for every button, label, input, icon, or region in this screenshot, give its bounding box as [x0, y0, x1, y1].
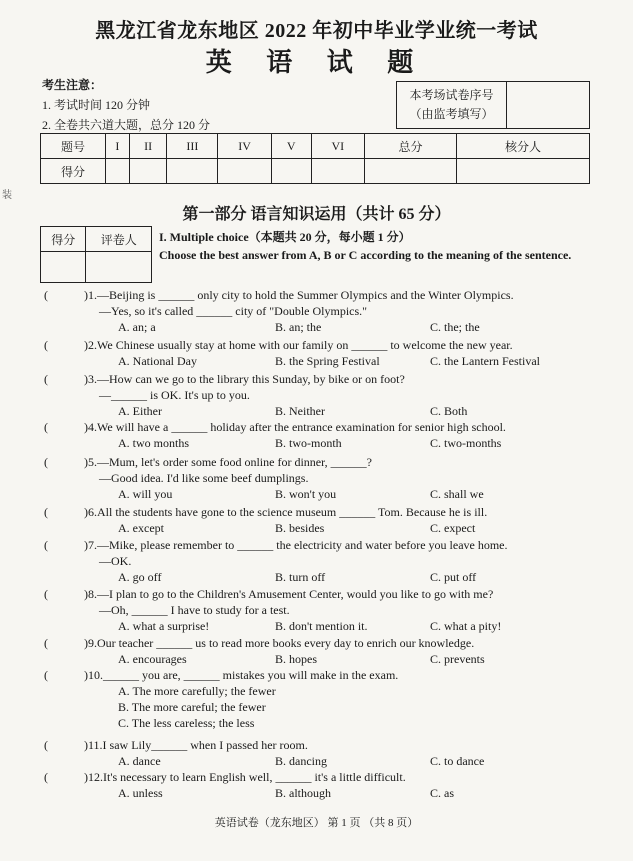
answer-option: C. The less careless; the less	[118, 716, 255, 730]
score-cell[interactable]	[364, 159, 456, 184]
answer-option: C. put off	[430, 570, 477, 584]
question-text: )5.—Mum, let's order some food online for dinner, ______?	[84, 455, 372, 469]
question-text: )2.We Chinese usually stay at home with our family on ______ to welcome the new year.	[84, 338, 513, 352]
score-table	[40, 133, 590, 184]
answer-bracket[interactable]: (	[44, 587, 48, 601]
score-header-cell: III	[167, 134, 218, 159]
seat-number-label	[397, 82, 507, 128]
part1-title: 第一部分 语言知识运用（共计 65 分）	[182, 206, 451, 223]
exam-subtitle: 英 语 试 题	[205, 48, 428, 77]
notice-heading: 考生注意：	[42, 78, 103, 92]
question-text: )12.It's necessary to learn English well, ______ it's a little difficult.	[84, 770, 406, 784]
score-header-cell: II	[129, 134, 166, 159]
question-text-line2: —Good idea. I'd like some beef dumplings.	[99, 471, 309, 485]
score-header-cell: 总分	[364, 134, 456, 159]
answer-option: A. what a surprise!	[118, 619, 210, 633]
answer-option: A. except	[118, 521, 164, 535]
answer-option: C. as	[430, 786, 454, 800]
seat-number-line1: 本考场试卷序号	[409, 88, 494, 102]
answer-option: C. what a pity!	[430, 619, 502, 633]
score-cell[interactable]	[457, 159, 590, 184]
answer-option: A. dance	[118, 754, 161, 768]
answer-bracket[interactable]: (	[44, 338, 48, 352]
grader-name-label: 评卷人	[86, 227, 152, 252]
answer-bracket[interactable]: (	[44, 668, 48, 682]
answer-option: C. two-months	[430, 436, 502, 450]
question-text: )10.______ you are, ______ mistakes you will make in the exam.	[84, 668, 399, 682]
page-footer: 英语试卷（龙东地区） 第 1 页 （共 8 页）	[214, 817, 419, 829]
answer-option: B. won't you	[275, 487, 337, 501]
score-cell[interactable]	[311, 159, 364, 184]
score-header-cell: 题号	[41, 134, 106, 159]
answer-option: B. although	[275, 786, 331, 800]
answer-option: A. go off	[118, 570, 162, 584]
section1-heading: I. Multiple choice（本题共 20 分，每小题 1 分）	[159, 230, 411, 244]
section1-header	[159, 228, 589, 264]
grader-score-label: 得分	[41, 227, 86, 252]
answer-bracket[interactable]: (	[44, 538, 48, 552]
question-text-line2: —Oh, ______ I have to study for a test.	[99, 603, 290, 617]
answer-option: A. will you	[118, 487, 173, 501]
answer-option: C. the; the	[430, 320, 480, 334]
score-row-label: 得分	[41, 159, 106, 184]
answer-option: A. unless	[118, 786, 163, 800]
answer-option: B. don't mention it.	[275, 619, 368, 633]
seat-number-box	[396, 81, 590, 129]
question-text-line2: —______ is OK. It's up to you.	[99, 388, 250, 402]
answer-option: C. expect	[430, 521, 476, 535]
answer-bracket[interactable]: (	[44, 420, 48, 434]
grader-table	[40, 226, 152, 283]
binding-mark: 装	[2, 190, 12, 201]
answer-option: B. dancing	[275, 754, 327, 768]
answer-bracket[interactable]: (	[44, 505, 48, 519]
answer-option: A. an; a	[118, 320, 156, 334]
answer-option: C. Both	[430, 404, 468, 418]
answer-bracket[interactable]: (	[44, 636, 48, 650]
answer-bracket[interactable]: (	[44, 738, 48, 752]
section1-instruction: Choose the best answer from A, B or C according to the meaning of the sentence.	[159, 248, 572, 262]
answer-option: A. Either	[118, 404, 162, 418]
question-text-line2: —OK.	[99, 554, 132, 568]
answer-option: A. National Day	[118, 354, 197, 368]
score-table-score-row	[41, 159, 590, 184]
question-text: )7.—Mike, please remember to ______ the electricity and water before you leave home.	[84, 538, 508, 552]
score-header-cell: IV	[218, 134, 271, 159]
answer-option: B. besides	[275, 521, 325, 535]
answer-option: A. two months	[118, 436, 190, 450]
score-cell[interactable]	[129, 159, 166, 184]
answer-option: A. The more carefully; the fewer	[118, 684, 276, 698]
answer-option: B. an; the	[275, 320, 322, 334]
score-header-cell: VI	[311, 134, 364, 159]
grader-score-cell[interactable]	[41, 252, 86, 283]
answer-option: C. to dance	[430, 754, 485, 768]
answer-bracket[interactable]: (	[44, 455, 48, 469]
answer-bracket[interactable]: (	[44, 770, 48, 784]
answer-bracket[interactable]: (	[44, 288, 48, 302]
question-text: )4.We will have a ______ holiday after the entrance examination for senior high school.	[84, 420, 506, 434]
question-text: )1.—Beijing is ______ only city to hold the Summer Olympics and the Winter Olympics.	[84, 288, 514, 302]
score-cell[interactable]	[271, 159, 311, 184]
answer-option: C. shall we	[430, 487, 484, 501]
score-header-cell: 核分人	[457, 134, 590, 159]
answer-option: C. prevents	[430, 652, 485, 666]
question-text: )8.—I plan to go to the Children's Amusement Center, would you like to go with me?	[84, 587, 494, 601]
score-cell[interactable]	[218, 159, 271, 184]
score-cell[interactable]	[106, 159, 130, 184]
exam-title: 黑龙江省龙东地区 2022 年初中毕业学业统一考试	[95, 20, 538, 42]
question-text-line2: —Yes, so it's called ______ city of "Double Olympics."	[99, 304, 368, 318]
notice-item-2: 2. 全卷共六道大题，总分 120 分	[42, 118, 211, 132]
notice-item-1: 1. 考试时间 120 分钟	[42, 98, 151, 112]
question-text: )11.I saw Lily______ when I passed her room.	[84, 738, 308, 752]
grader-name-cell[interactable]	[86, 252, 152, 283]
score-table-header-row	[41, 134, 590, 159]
question-text: )6.All the students have gone to the science museum ______ Tom. Because he is ill.	[84, 505, 488, 519]
question-text: )9.Our teacher ______ us to read more books every day to enrich our knowledge.	[84, 636, 475, 650]
score-cell[interactable]	[167, 159, 218, 184]
answer-option: B. two-month	[275, 436, 342, 450]
answer-bracket[interactable]: (	[44, 372, 48, 386]
answer-option: B. The more careful; the fewer	[118, 700, 266, 714]
answer-option: B. turn off	[275, 570, 326, 584]
score-header-cell: V	[271, 134, 311, 159]
answer-option: B. Neither	[275, 404, 325, 418]
score-header-cell: I	[106, 134, 130, 159]
seat-number-line2: （由监考填写）	[409, 107, 494, 121]
answer-option: B. hopes	[275, 652, 317, 666]
answer-option: A. encourages	[118, 652, 187, 666]
answer-option: B. the Spring Festival	[275, 354, 380, 368]
answer-option: C. the Lantern Festival	[430, 354, 540, 368]
question-text: )3.—How can we go to the library this Sunday, by bike or on foot?	[84, 372, 405, 386]
